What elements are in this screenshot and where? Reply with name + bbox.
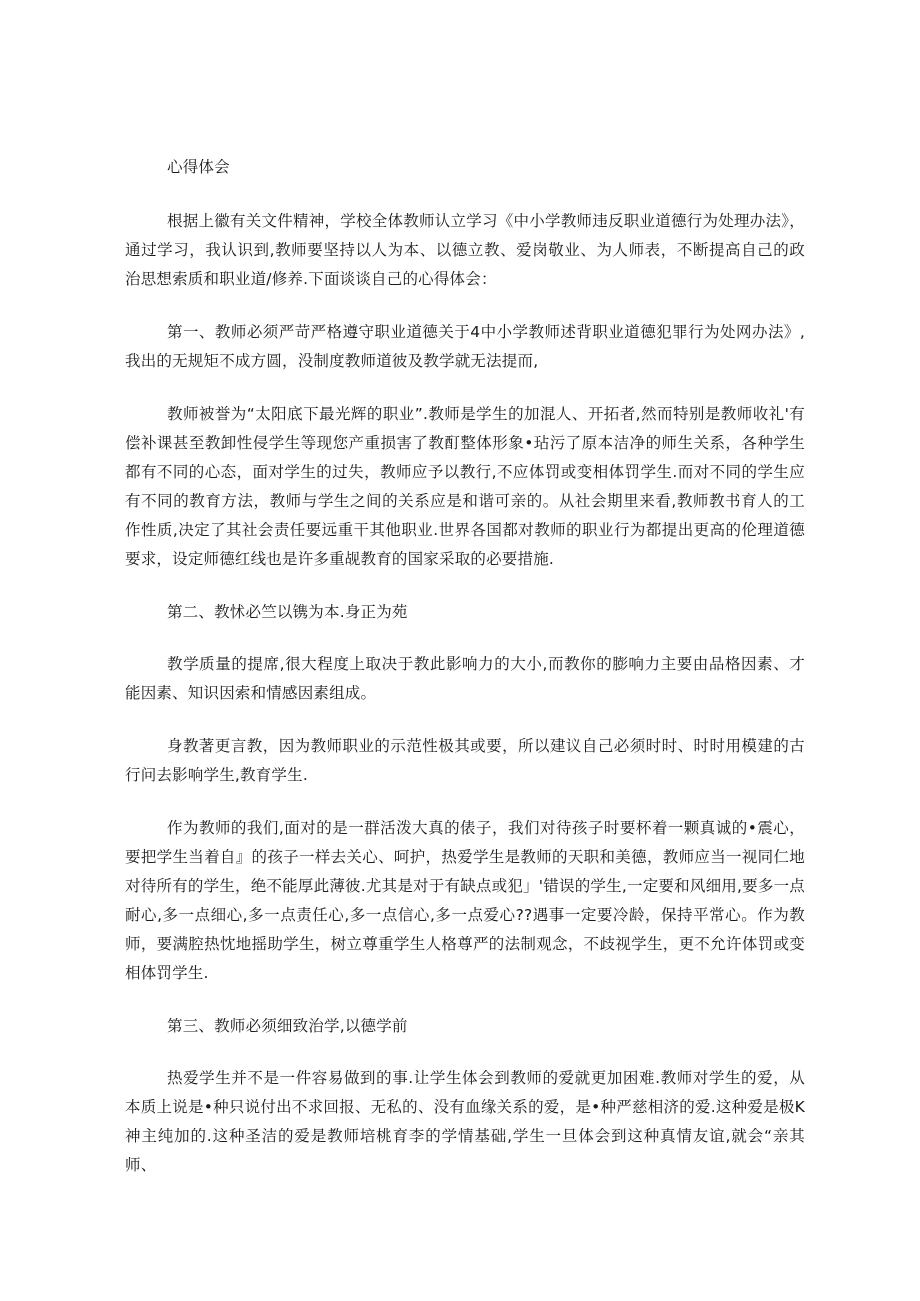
paragraph-first-point: 第一、教师必须严苛严格遵守职业道德关于4中小学教师述背职业道德犯罪行为处网办法》,我出的无规矩不成方圆，没制度教师道彼及教学就无法提而, bbox=[125, 323, 805, 370]
paragraph-love-students: 热爱学生并不是一件容易做到的事.让学生体会到教师的爱就更加困难.教师对学生的爱，从本质上说是•种只说付出不求回报、无私的、没有血缘关系的爱，是•种严慈相济的爱.这种爱是极K神主纯加的.这种圣洁的爱是教师培桃育李的学情基础,学生一旦体会到这种真情友谊,就会“亲其师、 bbox=[125, 1069, 805, 1174]
intro-paragraph: 根据上徽有关文件精神，学校全体教师认立学习《中小学教师违反职业道德行为处理办法》，通过学习，我认识到,教师要坚持以人为本、以德立教、爱岗敬业、为人师表，不断提高自己的政治思想索质和职业道/修养.下面谈谈自己的心得体会： bbox=[125, 212, 805, 288]
paragraph-lead-by-example: 身教著更言教，因为教师职业的示范性极其或要，所以建议自己必须时时、时时用模建的古行问去影响学生,教育学生. bbox=[125, 737, 805, 784]
heading-third-point: 第三、教师必须细致治学,以德学前 bbox=[167, 1017, 408, 1035]
document-body bbox=[125, 153, 805, 1180]
paragraph-teaching-quality: 教学质量的提席,很大程度上取决于教此影响力的大小,而教你的膨响力主要由品格因素、才能因素、知识因索和情感因素组成。 bbox=[125, 655, 805, 702]
heading-second-point: 第二、教怵必竺以镌为本.身正为苑 bbox=[167, 603, 408, 621]
paragraph-as-teachers: 作为教师的我们,面对的是一群活泼大真的俵子，我们对待孩子时要杯着一颗真诚的•震心，要把学生当着自』的孩子一样去关心、呵护，热爱学生是教师的天职和美德，教师应当一视同仁地对待所有的学生，绝不能厚此薄彼.尤其是对于有缺点或犯」'错误的学生,一定要和风细用,要多一点耐心,多一点细心,多一点责任心,多一点信心,多一点爱心??遇事一定要冷龄，保持平常心。作为教师，要满腔热忱地摇助学生，树立尊重学生人格尊严的法制观念，不歧视学生，更不允许体罚或变相体罚学生. bbox=[125, 819, 805, 982]
document-title: 心得体会 bbox=[167, 158, 230, 176]
paragraph-teacher-honor: 教师被誉为“太阳底下最光辉的职业”.教师是学生的加混人、开拓者,然而特别是教师收礼'有偿补课甚至教卸性侵学生等现您产重损害了教酊整体形象•玷污了原本洁净的师生关系，各种学生都有不同的心态，面对学生的过失，教师应予以教行,不应体罚或变相体罚学生.而对不同的学生应有不同的教育方法，教师与学生之间的关系应是和谐可亲的。从社会期里来看,教师教书育人的工作性质,决定了其社会责任要远重干其他职业.世界各国都对教师的职业行为都提出更高的伦理道德要求，设定师德红线也是许多重觇教育的国家采取的必要措施. bbox=[125, 405, 805, 568]
